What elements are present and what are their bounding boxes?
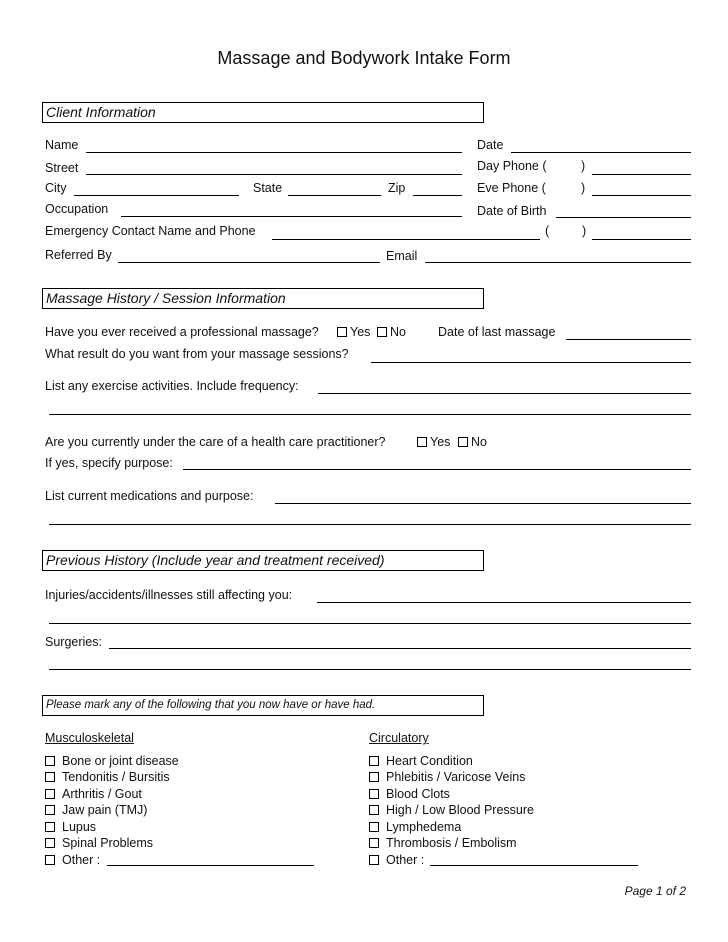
section-massage-history: Massage History / Session Information (42, 288, 484, 309)
eve-phone-paren: ) (581, 181, 586, 195)
purpose-field[interactable] (183, 469, 691, 470)
condition-checkbox[interactable] (45, 822, 55, 832)
emergency-name-field[interactable] (272, 239, 540, 240)
condition-checkbox[interactable] (369, 772, 379, 782)
condition-checkbox[interactable] (45, 756, 55, 766)
zip-label: Zip (388, 181, 406, 195)
zip-field[interactable] (413, 195, 462, 196)
emergency-phone-field[interactable] (592, 239, 691, 240)
injuries-field[interactable] (317, 602, 691, 603)
condition-checkbox[interactable] (369, 838, 379, 848)
condition-checkbox[interactable] (369, 789, 379, 799)
care-no-label: No (471, 435, 487, 449)
street-label: Street (45, 161, 79, 175)
date-label: Date (477, 138, 504, 152)
day-phone-label: Day Phone ( (477, 159, 547, 173)
city-label: City (45, 181, 67, 195)
received-no-label: No (390, 325, 406, 339)
musculoskeletal-heading: Musculoskeletal (45, 731, 134, 745)
circulatory-heading: Circulatory (369, 731, 429, 745)
date-last-massage-label: Date of last massage (438, 325, 556, 339)
condition-checkbox[interactable] (45, 838, 55, 848)
date-last-massage-field[interactable] (566, 339, 691, 340)
musculoskeletal-other-field[interactable] (107, 865, 314, 866)
referred-by-label: Referred By (45, 248, 112, 262)
if-yes-label: If yes, specify purpose: (45, 456, 173, 470)
occupation-field[interactable] (121, 216, 462, 217)
day-phone-paren: ) (581, 159, 586, 173)
dob-field[interactable] (556, 217, 691, 218)
name-label: Name (45, 138, 79, 152)
condition-checkbox[interactable] (45, 805, 55, 815)
result-question: What result do you want from your massage sessions? (45, 347, 349, 361)
state-label: State (253, 181, 283, 195)
street-field[interactable] (86, 174, 462, 175)
section-previous-history: Previous History (Include year and treatment received) (42, 550, 484, 571)
medications-field[interactable] (275, 503, 691, 504)
name-field[interactable] (86, 152, 462, 153)
medications-label: List current medications and purpose: (45, 489, 254, 503)
state-field[interactable] (288, 195, 381, 196)
emergency-paren-close: ) (582, 224, 587, 238)
care-yes-checkbox[interactable] (417, 437, 427, 447)
referred-by-field[interactable] (118, 262, 380, 263)
result-field[interactable] (371, 362, 691, 363)
exercise-field[interactable] (318, 393, 691, 394)
condition-checkbox[interactable] (45, 855, 55, 865)
email-field[interactable] (425, 262, 691, 263)
page-number: Page 1 of 2 (624, 884, 686, 898)
city-field[interactable] (74, 195, 239, 196)
eve-phone-field[interactable] (592, 195, 691, 196)
received-massage-question: Have you ever received a professional massage? (45, 325, 319, 339)
exercise-label: List any exercise activities. Include frequency: (45, 379, 299, 393)
health-care-question: Are you currently under the care of a health care practitioner? (45, 435, 386, 449)
condition-checkbox[interactable] (45, 789, 55, 799)
date-field[interactable] (511, 152, 691, 153)
condition-checkbox[interactable] (369, 822, 379, 832)
eve-phone-label: Eve Phone ( (477, 181, 546, 195)
care-no-checkbox[interactable] (458, 437, 468, 447)
form-title: Massage and Bodywork Intake Form (217, 48, 511, 68)
surgeries-label: Surgeries: (45, 635, 102, 649)
surgeries-field[interactable] (109, 648, 691, 649)
condition-checkbox[interactable] (369, 855, 379, 865)
section-conditions: Please mark any of the following that you now have or have had. (42, 695, 484, 716)
circulatory-other-field[interactable] (430, 865, 638, 866)
surgeries-field-line-2[interactable] (49, 669, 691, 670)
injuries-label: Injuries/accidents/illnesses still affecting you: (45, 588, 293, 602)
injuries-field-line-2[interactable] (49, 623, 691, 624)
section-client-information: Client Information (42, 102, 484, 123)
received-yes-checkbox[interactable] (337, 327, 347, 337)
email-label: Email (386, 249, 418, 263)
care-yes-label: Yes (430, 435, 451, 449)
medications-field-line-2[interactable] (49, 524, 691, 525)
occupation-label: Occupation (45, 202, 109, 216)
emergency-paren-open: ( (545, 224, 550, 238)
condition-checkbox[interactable] (369, 756, 379, 766)
day-phone-field[interactable] (592, 174, 691, 175)
dob-label: Date of Birth (477, 204, 547, 218)
condition-checkbox[interactable] (369, 805, 379, 815)
emergency-label: Emergency Contact Name and Phone (45, 224, 256, 238)
received-no-checkbox[interactable] (377, 327, 387, 337)
condition-checkbox[interactable] (45, 772, 55, 782)
exercise-field-line-2[interactable] (49, 414, 691, 415)
received-yes-label: Yes (350, 325, 371, 339)
